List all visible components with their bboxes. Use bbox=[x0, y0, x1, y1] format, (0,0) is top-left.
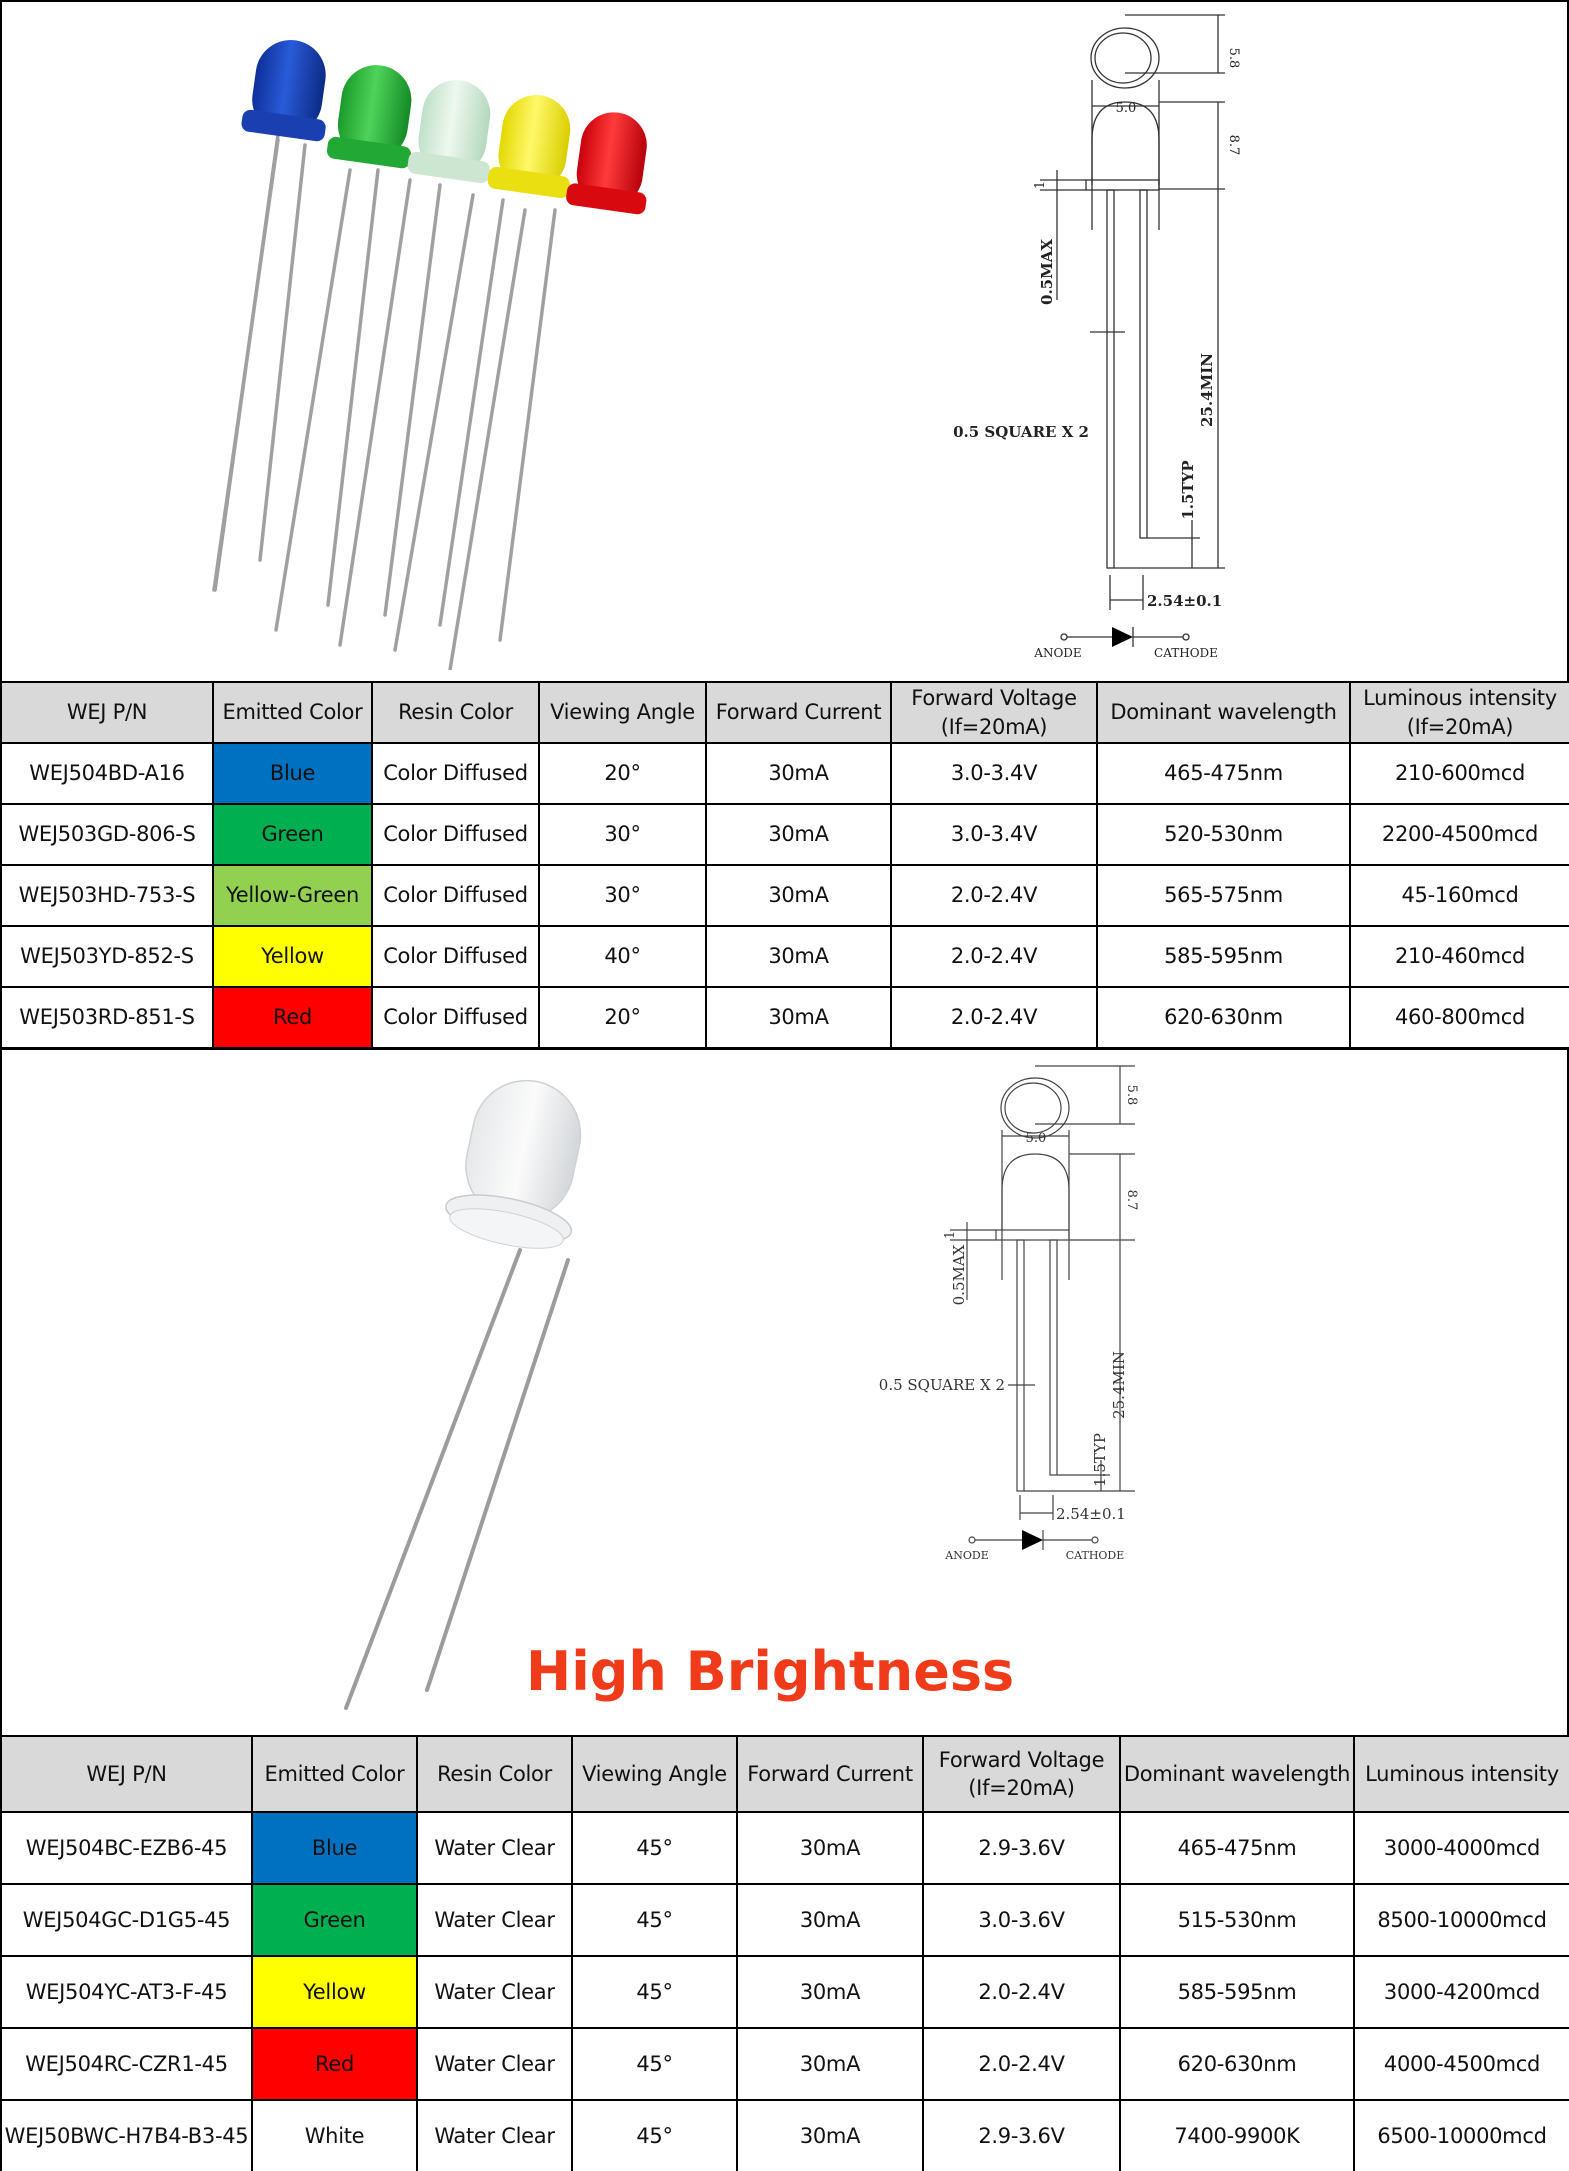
cell-dominant-wavelength: 565-575nm bbox=[1097, 865, 1350, 926]
dim-flange: 1 bbox=[943, 1230, 958, 1240]
cell-forward-current: 30mA bbox=[737, 2028, 923, 2100]
cell-emitted-color: Green bbox=[213, 804, 372, 865]
cell-luminous-intensity: 210-460mcd bbox=[1350, 926, 1569, 987]
section-diffused-leds bbox=[0, 0, 1569, 681]
dim-lens-diameter: 5.8 bbox=[1124, 1084, 1139, 1106]
cell-resin-color: Water Clear bbox=[417, 1812, 572, 1884]
cell-luminous-intensity: 8500-10000mcd bbox=[1354, 1884, 1569, 1956]
col-header-forward-current: Forward Current bbox=[706, 682, 891, 743]
col-header-emitted-color: Emitted Color bbox=[213, 682, 372, 743]
cell-viewing-angle: 40° bbox=[539, 926, 706, 987]
col-header-forward-voltage: Forward Voltage (If=20mA) bbox=[891, 682, 1097, 743]
anode-label: ANODE bbox=[945, 1549, 989, 1562]
cell-luminous-intensity: 6500-10000mcd bbox=[1354, 2100, 1569, 2171]
cell-pn: WEJ504GC-D1G5-45 bbox=[1, 1884, 252, 1956]
cell-resin-color: Water Clear bbox=[417, 2100, 572, 2171]
cell-forward-current: 30mA bbox=[706, 865, 891, 926]
cell-emitted-color: Yellow-Green bbox=[213, 865, 372, 926]
col-header-pn: WEJ P/N bbox=[1, 1736, 252, 1812]
dim-flange: 1 bbox=[1033, 180, 1048, 190]
table-row bbox=[1, 743, 1569, 804]
cell-pn: WEJ504BD-A16 bbox=[1, 743, 213, 804]
led-dimension-drawing bbox=[850, 1050, 1180, 1738]
dim-lead-length: 25.4MIN bbox=[1198, 353, 1216, 427]
cell-dominant-wavelength: 465-475nm bbox=[1097, 743, 1350, 804]
cell-forward-voltage: 3.0-3.4V bbox=[891, 804, 1097, 865]
cell-viewing-angle: 45° bbox=[572, 2028, 737, 2100]
table-row bbox=[1, 865, 1569, 926]
cell-emitted-color: Green bbox=[252, 1884, 417, 1956]
table-row bbox=[1, 2028, 1569, 2100]
dim-body-height: 8.7 bbox=[1124, 1189, 1139, 1211]
cell-forward-voltage: 2.9-3.6V bbox=[923, 2100, 1120, 2171]
table-row bbox=[1, 1812, 1569, 1884]
cell-pn: WEJ50BWC-H7B4-B3-45 bbox=[1, 2100, 252, 2171]
dim-body-width: 5.0 bbox=[1115, 101, 1137, 116]
cell-emitted-color: Yellow bbox=[213, 926, 372, 987]
dim-lead-offset: 1.5TYP bbox=[1179, 460, 1197, 520]
cell-dominant-wavelength: 620-630nm bbox=[1120, 2028, 1354, 2100]
cell-pn: WEJ503GD-806-S bbox=[1, 804, 213, 865]
table-row bbox=[1, 1884, 1569, 1956]
cell-resin-color: Color Diffused bbox=[372, 743, 539, 804]
cell-emitted-color: Blue bbox=[213, 743, 372, 804]
col-header-forward-current: Forward Current bbox=[737, 1736, 923, 1812]
cell-viewing-angle: 45° bbox=[572, 1884, 737, 1956]
cell-resin-color: Color Diffused bbox=[372, 926, 539, 987]
cell-dominant-wavelength: 585-595nm bbox=[1097, 926, 1350, 987]
cell-forward-voltage: 2.0-2.4V bbox=[891, 865, 1097, 926]
cell-dominant-wavelength: 465-475nm bbox=[1120, 1812, 1354, 1884]
cell-viewing-angle: 45° bbox=[572, 2100, 737, 2171]
cell-viewing-angle: 30° bbox=[539, 804, 706, 865]
cell-forward-voltage: 2.0-2.4V bbox=[923, 2028, 1120, 2100]
col-header-pn: WEJ P/N bbox=[1, 682, 213, 743]
cell-resin-color: Water Clear bbox=[417, 2028, 572, 2100]
col-header-emitted-color: Emitted Color bbox=[252, 1736, 417, 1812]
cell-pn: WEJ504YC-AT3-F-45 bbox=[1, 1956, 252, 2028]
col-header-dominant-wavelength: Dominant wavelength bbox=[1120, 1736, 1354, 1812]
table-header-row bbox=[1, 1736, 1569, 1812]
col-header-forward-voltage: Forward Voltage (If=20mA) bbox=[923, 1736, 1120, 1812]
table-header-row bbox=[1, 682, 1569, 743]
anode-label: ANODE bbox=[1034, 646, 1082, 660]
cell-resin-color: Color Diffused bbox=[372, 987, 539, 1048]
col-header-resin-color: Resin Color bbox=[417, 1736, 572, 1812]
cell-forward-voltage: 3.0-3.6V bbox=[923, 1884, 1120, 1956]
cell-forward-voltage: 3.0-3.4V bbox=[891, 743, 1097, 804]
cell-dominant-wavelength: 7400-9900K bbox=[1120, 2100, 1354, 2171]
cell-emitted-color: White bbox=[252, 2100, 417, 2171]
dim-lens-diameter: 5.8 bbox=[1226, 47, 1241, 69]
cell-viewing-angle: 30° bbox=[539, 865, 706, 926]
cell-resin-color: Color Diffused bbox=[372, 865, 539, 926]
spec-table-high-brightness bbox=[0, 1735, 1569, 2171]
dim-pitch: 2.54±0.1 bbox=[1056, 1505, 1126, 1523]
cell-luminous-intensity: 3000-4200mcd bbox=[1354, 1956, 1569, 2028]
cell-luminous-intensity: 4000-4500mcd bbox=[1354, 2028, 1569, 2100]
high-brightness-headline: High Brightness bbox=[526, 1640, 1015, 1703]
cell-resin-color: Color Diffused bbox=[372, 804, 539, 865]
cell-luminous-intensity: 3000-4000mcd bbox=[1354, 1812, 1569, 1884]
cell-forward-current: 30mA bbox=[706, 743, 891, 804]
cell-luminous-intensity: 45-160mcd bbox=[1350, 865, 1569, 926]
cell-viewing-angle: 45° bbox=[572, 1956, 737, 2028]
cell-luminous-intensity: 2200-4500mcd bbox=[1350, 804, 1569, 865]
cell-forward-current: 30mA bbox=[706, 804, 891, 865]
cell-emitted-color: Red bbox=[213, 987, 372, 1048]
cell-forward-current: 30mA bbox=[706, 926, 891, 987]
cell-forward-current: 30mA bbox=[737, 1956, 923, 2028]
led-diffused-five-colors-photo bbox=[200, 20, 820, 670]
cell-forward-voltage: 2.0-2.4V bbox=[923, 1956, 1120, 2028]
dim-body-width: 5.0 bbox=[1025, 1131, 1047, 1146]
cell-emitted-color: Yellow bbox=[252, 1956, 417, 2028]
col-header-viewing-angle: Viewing Angle bbox=[539, 682, 706, 743]
cell-resin-color: Water Clear bbox=[417, 1956, 572, 2028]
col-header-viewing-angle: Viewing Angle bbox=[572, 1736, 737, 1812]
cell-dominant-wavelength: 620-630nm bbox=[1097, 987, 1350, 1048]
cell-dominant-wavelength: 520-530nm bbox=[1097, 804, 1350, 865]
cell-forward-current: 30mA bbox=[737, 1812, 923, 1884]
table-row bbox=[1, 987, 1569, 1048]
table-row bbox=[1, 2100, 1569, 2171]
led-dimension-drawing bbox=[940, 0, 1270, 680]
cell-dominant-wavelength: 515-530nm bbox=[1120, 1884, 1354, 1956]
cell-forward-current: 30mA bbox=[737, 1884, 923, 1956]
cell-forward-current: 30mA bbox=[706, 987, 891, 1048]
dim-lead-offset: 1.5TYP bbox=[1091, 1433, 1109, 1487]
cell-pn: WEJ503YD-852-S bbox=[1, 926, 213, 987]
table-row bbox=[1, 926, 1569, 987]
cell-viewing-angle: 45° bbox=[572, 1812, 737, 1884]
dim-body-height: 8.7 bbox=[1226, 134, 1241, 156]
dim-pitch: 2.54±0.1 bbox=[1147, 592, 1223, 610]
dim-lead-spec: 0.5 SQUARE X 2 bbox=[878, 1376, 1005, 1394]
led-water-clear-photo bbox=[330, 1080, 670, 1720]
cell-pn: WEJ503HD-753-S bbox=[1, 865, 213, 926]
col-header-resin-color: Resin Color bbox=[372, 682, 539, 743]
dim-flange-max: 0.5MAX bbox=[950, 1244, 968, 1306]
col-header-dominant-wavelength: Dominant wavelength bbox=[1097, 682, 1350, 743]
cathode-label: CATHODE bbox=[1065, 1549, 1125, 1562]
cell-viewing-angle: 20° bbox=[539, 987, 706, 1048]
col-header-luminous-intensity: Luminous intensity (If=20mA) bbox=[1350, 682, 1569, 743]
cell-emitted-color: Blue bbox=[252, 1812, 417, 1884]
dim-lead-spec: 0.5 SQUARE X 2 bbox=[953, 423, 1089, 441]
table-row bbox=[1, 804, 1569, 865]
dim-lead-length: 25.4MIN bbox=[1110, 1351, 1128, 1419]
cell-resin-color: Water Clear bbox=[417, 1884, 572, 1956]
table-row bbox=[1, 1956, 1569, 2028]
cell-forward-current: 30mA bbox=[737, 2100, 923, 2171]
cell-luminous-intensity: 460-800mcd bbox=[1350, 987, 1569, 1048]
cell-luminous-intensity: 210-600mcd bbox=[1350, 743, 1569, 804]
dim-flange-max: 0.5MAX bbox=[1038, 239, 1056, 305]
cell-forward-voltage: 2.0-2.4V bbox=[891, 987, 1097, 1048]
cell-pn: WEJ504BC-EZB6-45 bbox=[1, 1812, 252, 1884]
cell-pn: WEJ503RD-851-S bbox=[1, 987, 213, 1048]
section-high-brightness-leds bbox=[0, 1047, 1569, 1735]
cell-emitted-color: Red bbox=[252, 2028, 417, 2100]
cell-forward-voltage: 2.0-2.4V bbox=[891, 926, 1097, 987]
col-header-luminous-intensity: Luminous intensity bbox=[1354, 1736, 1569, 1812]
spec-table-diffused bbox=[0, 681, 1569, 1049]
cell-dominant-wavelength: 585-595nm bbox=[1120, 1956, 1354, 2028]
cathode-label: CATHODE bbox=[1154, 646, 1218, 660]
cell-viewing-angle: 20° bbox=[539, 743, 706, 804]
cell-pn: WEJ504RC-CZR1-45 bbox=[1, 2028, 252, 2100]
cell-forward-voltage: 2.9-3.6V bbox=[923, 1812, 1120, 1884]
